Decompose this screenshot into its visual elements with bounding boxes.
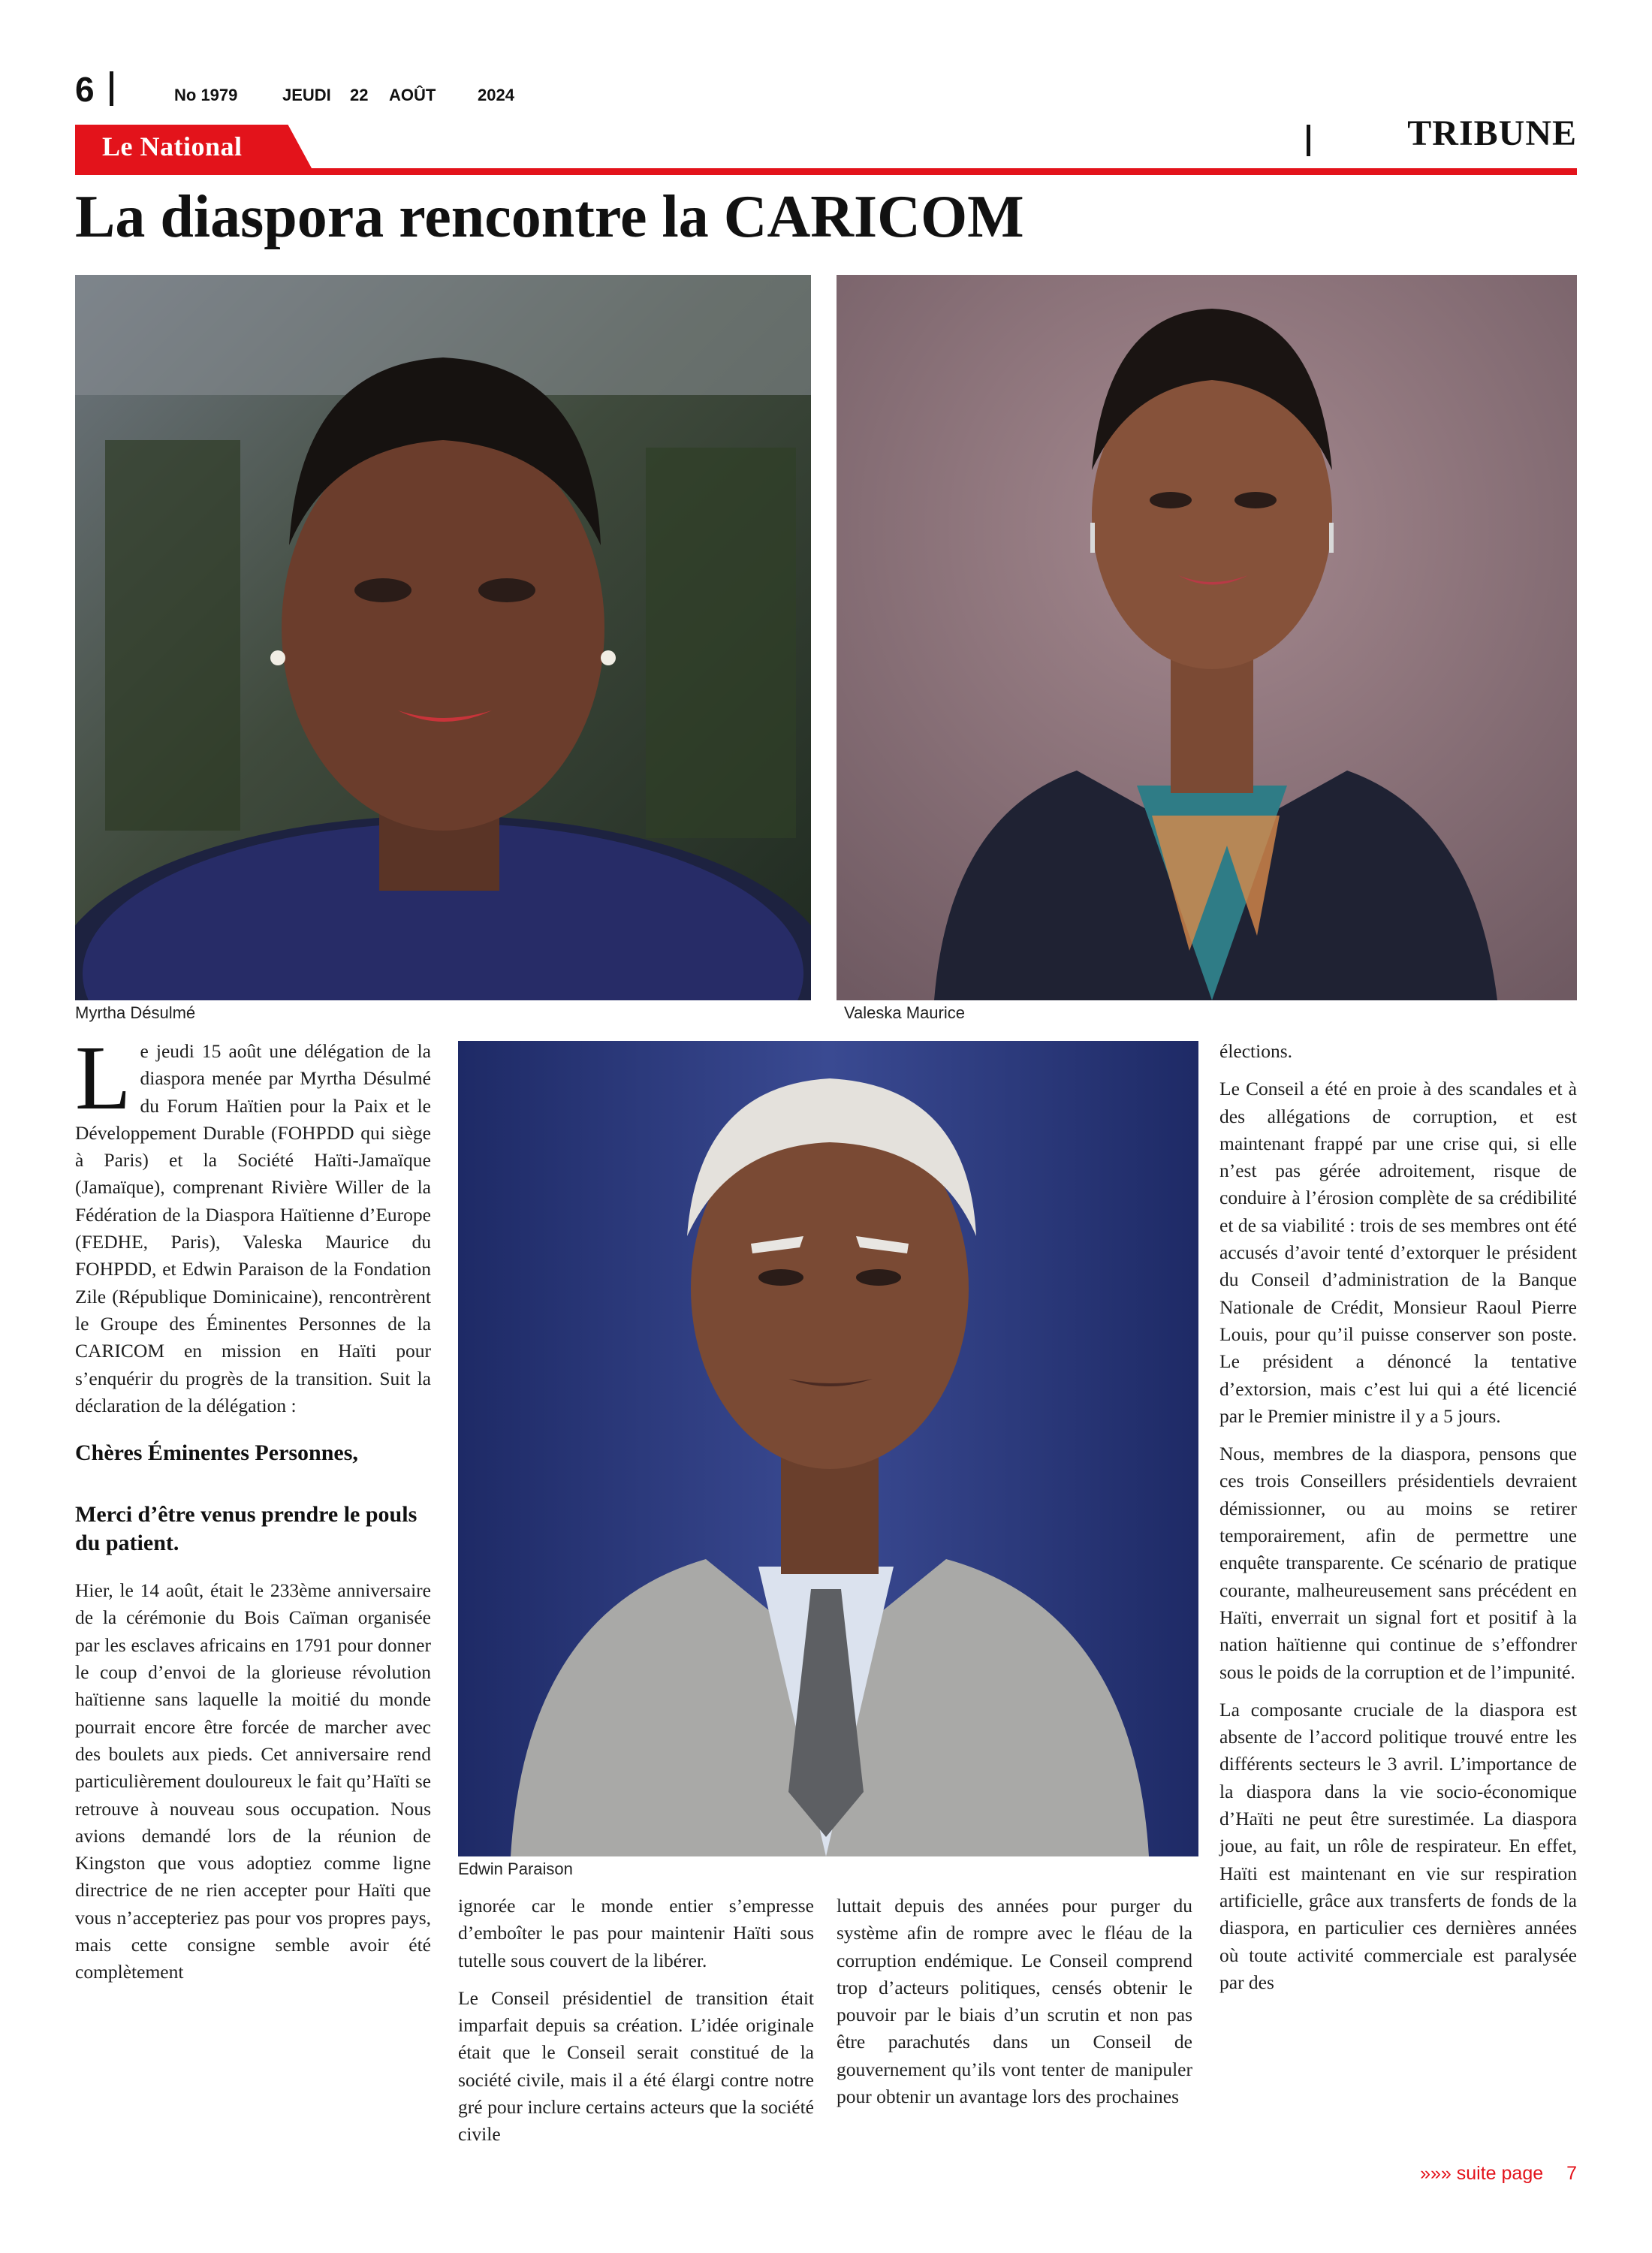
article-column-3	[837, 1893, 1192, 2121]
issue-day: 22	[350, 86, 369, 104]
photo-valeska-maurice	[837, 275, 1577, 1000]
page-number: 6	[75, 70, 95, 109]
paragraph-composante: La composante cruciale de la diaspora est absente de l’accord politique trouvé entre les différents secteurs le 3 avril. L’importance de la diaspora dans la vie socio-économique d’Haïti ne peut être surestimée. La diaspora joue, au fait, un rôle de respirateur. En effet, Haïti est maintenant en vie sur respiration artificielle, grâce aux transferts de fonds de la diaspora, en particulier ces dernières années où toute activité commerciale est paralysée par des	[1219, 1698, 1577, 1993]
salutation: Chères Éminentes Personnes,	[75, 1440, 358, 1466]
header-rule	[75, 168, 1577, 175]
issue-weekday: JEUDI	[282, 86, 331, 104]
intro-text: e jeudi 15 août une délégation de la diaspora menée par Myrtha Désulmé du Forum Haïtien pour la Paix et le Développement Durable (FOHPDD qui siège à Paris) et la Société Haïti-Jamaïque (Jamaïque), comprenant Rivière Willer de la Fédération de la Diaspora Haïtienne d’Europe (FEDHE, Paris), Valeska Maurice du FOHPDD, et Edwin Paraison de la Fondation Zile (République Dominicaine), rencontrèrent le Groupe des Éminentes Personnes de la CARICOM en mission en Haïti pour s’enquérir du progrès de la transition. Suit la déclaration de la délégation :	[75, 1040, 431, 1416]
caption-valeska-maurice: Valeska Maurice	[844, 1003, 965, 1022]
section-divider	[1307, 125, 1310, 156]
paragraph-hier: Hier, le 14 août, était le 233ème anniversaire de la cérémonie du Bois Caïman organisée par les esclaves africains en 1791 pour donner le coup d’envoi de la glorieuse révolution haïtienne sans laquelle la moitié du monde pourrait encore être forcée de marcher avec des boulets aux pieds. Cet anniversaire rend particulièrement douloureux le fait qu’Haïti se retrouve à nouveau sous occupation. Nous avions demandé lors de la réunion de Kingston que vous adoptiez comme ligne directrice de ne rien accepter pour Haïti que vous n’accepteriez pas pour vos propres pays, mais cette consigne semble avoir été complètement	[75, 1579, 431, 1983]
brand-logo: Le National	[102, 131, 243, 161]
headline: La diaspora rencontre la CARICOM	[75, 184, 1024, 250]
photo-myrtha-desulme	[75, 275, 811, 1000]
article-intro	[75, 1027, 431, 1419]
paragraph-luttait: luttait depuis des années pour purger du système afin de rompre avec le fléau de la corruption endémique. Le Conseil comprend trop d’acteurs politiques, censés obtenir le pouvoir par le biais d’un scrutin et non pas être parachutés dans un Conseil de gouvernement qu’ils vont tenter de manipuler pour obtenir un avantage lors des prochaines	[837, 1895, 1192, 2108]
issue-year: 2024	[478, 86, 514, 104]
continuation-page: 7	[1566, 2163, 1577, 2184]
section-label: TRIBUNE	[1407, 113, 1577, 153]
subhead: Merci d’être venus prendre le pouls du patient.	[75, 1502, 418, 1556]
article-column-4	[1219, 1038, 1577, 2007]
caption-edwin-paraison: Edwin Paraison	[458, 1859, 573, 1878]
article-column-2	[458, 1893, 814, 2159]
paragraph-scandales: Le Conseil a été en proie à des scandales et à des allégations de corruption, et est maintenant frappé par une crise qui, si elle n’est pas gérée adroitement, risque de conduire à l’érosion complète de sa crédibilité et de sa viabilité : trois de ses membres ont été accusés d’avoir tenté d’extorquer le président du Conseil d’administration de la Banque Nationale de Crédit, Monsieur Raoul Pierre Louis, pour qu’il puisse conserver son poste. Le président a dénoncé la tentative d’extorsion, mais c’est lui qui a été licencié par le Premier ministre il y a 5 jours.	[1219, 1078, 1577, 1427]
paragraph-conseil: Le Conseil présidentiel de transition était imparfait depuis sa création. L’idée originale était que le Conseil serait constitué de la société civile, mais il a été élargi contre notre gré pour inclure certains acteurs que la société civile	[458, 1986, 814, 2146]
continuation-arrows: »»»	[1420, 2163, 1452, 2184]
continuation-text: suite page	[1456, 2163, 1544, 2184]
paragraph-nous: Nous, membres de la diaspora, pensons que ces trois Conseillers présidentiels devraient démissionner, ou au moins se retirer temporairement, afin de permettre une enquête transparente. Ce scénario de pratique courante, malheureusement sans précédent en Haïti, enverrait un signal fort et positif à la nation haïtienne qui continue de s’effondrer sous le poids de la corruption et de l’impunité.	[1219, 1443, 1577, 1683]
issue-number: No 1979	[174, 86, 238, 104]
photo-edwin-paraison	[458, 1041, 1198, 1856]
continuation-link[interactable]	[1420, 2163, 1577, 2185]
article-column-1	[75, 1027, 431, 1997]
paragraph-elections: élections.	[1219, 1040, 1293, 1062]
drop-cap: L	[75, 1027, 131, 1129]
issue-month: AOÛT	[389, 86, 436, 104]
caption-myrtha-desulme: Myrtha Désulmé	[75, 1003, 196, 1022]
page-number-divider	[110, 71, 113, 106]
paragraph-ignoree: ignorée car le monde entier s’empresse d’emboîter le pas pour maintenir Haïti sous tutelle sous couvert de la libérer.	[458, 1895, 814, 1971]
